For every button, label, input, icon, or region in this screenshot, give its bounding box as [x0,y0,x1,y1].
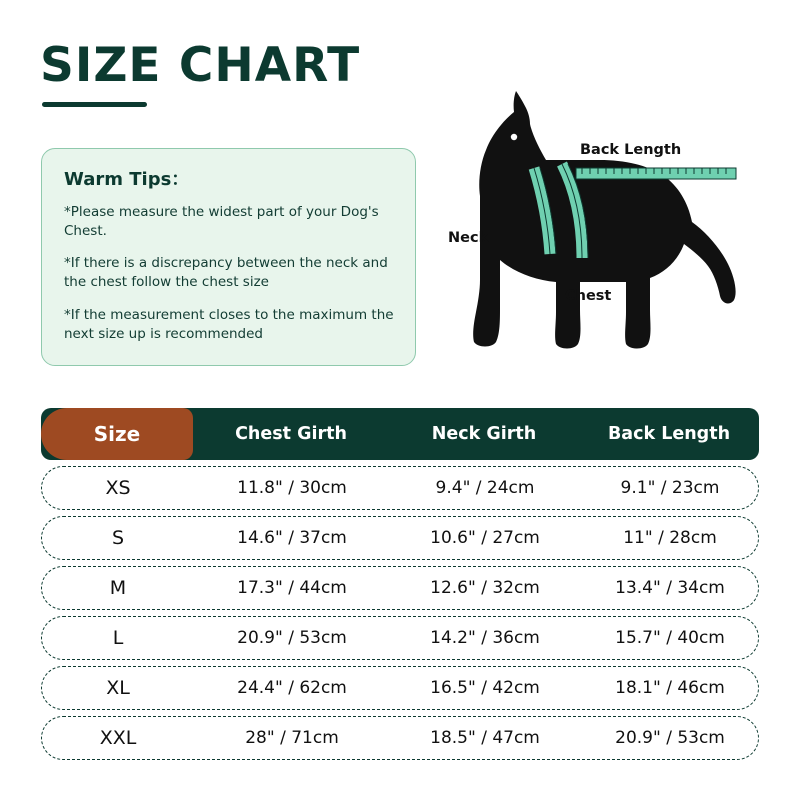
cell-back: 20.9" / 53cm [615,728,725,748]
table-row [41,516,759,560]
cell-size: S [111,527,125,549]
label-back-length: Back Length [580,142,682,158]
table-row [41,616,759,660]
table-row [41,716,759,760]
cell-size: M [109,577,127,599]
header-neck-girth: Neck Girth [431,424,537,444]
cell-size: XS [105,477,131,499]
header-size-label: Size [93,422,141,446]
size-table [41,408,759,760]
cell-back: 13.4" / 34cm [615,578,725,598]
header-back-length: Back Length [607,424,731,444]
dog-measurement-diagram [430,90,780,395]
title-underline [42,102,147,107]
header-size [41,408,193,460]
cell-size: XL [106,677,130,699]
table-row [41,466,759,510]
cell-size: XXL [99,727,137,749]
cell-chest: 20.9" / 53cm [237,628,347,648]
warm-tip-item: *If the measurement closes to the maximum the next size up is recommended [64,306,394,342]
cell-back: 18.1" / 46cm [615,678,725,698]
label-neck: Neck [448,230,489,246]
cell-neck: 10.6" / 27cm [430,528,540,548]
cell-back: 11" / 28cm [623,528,717,548]
table-row [41,666,759,710]
back-length-tape [576,168,736,179]
header-chest-girth: Chest Girth [235,424,347,444]
cell-neck: 16.5" / 42cm [430,678,540,698]
table-header-row [41,408,759,460]
warm-tip-item: *If there is a discrepancy between the neck and the chest follow the chest size [64,255,388,291]
label-chest: Chest [565,288,612,304]
page-title: SIZE CHART [40,38,361,93]
cell-neck: 14.2" / 36cm [430,628,540,648]
warm-tips-heading: Warm Tips： [64,169,190,190]
cell-neck: 9.4" / 24cm [435,478,535,498]
cell-back: 9.1" / 23cm [620,478,720,498]
warm-tips-box [41,148,416,366]
cell-chest: 14.6" / 37cm [237,528,347,548]
cell-chest: 11.8" / 30cm [237,478,347,498]
cell-chest: 17.3" / 44cm [237,578,347,598]
warm-tip-item: *Please measure the widest part of your Dog's Chest. [64,204,379,240]
cell-back: 15.7" / 40cm [615,628,725,648]
cell-neck: 12.6" / 32cm [430,578,540,598]
cell-chest: 28" / 71cm [245,728,339,748]
cell-neck: 18.5" / 47cm [430,728,540,748]
cell-size: L [112,627,124,649]
cell-chest: 24.4" / 62cm [237,678,347,698]
table-row [41,566,759,610]
